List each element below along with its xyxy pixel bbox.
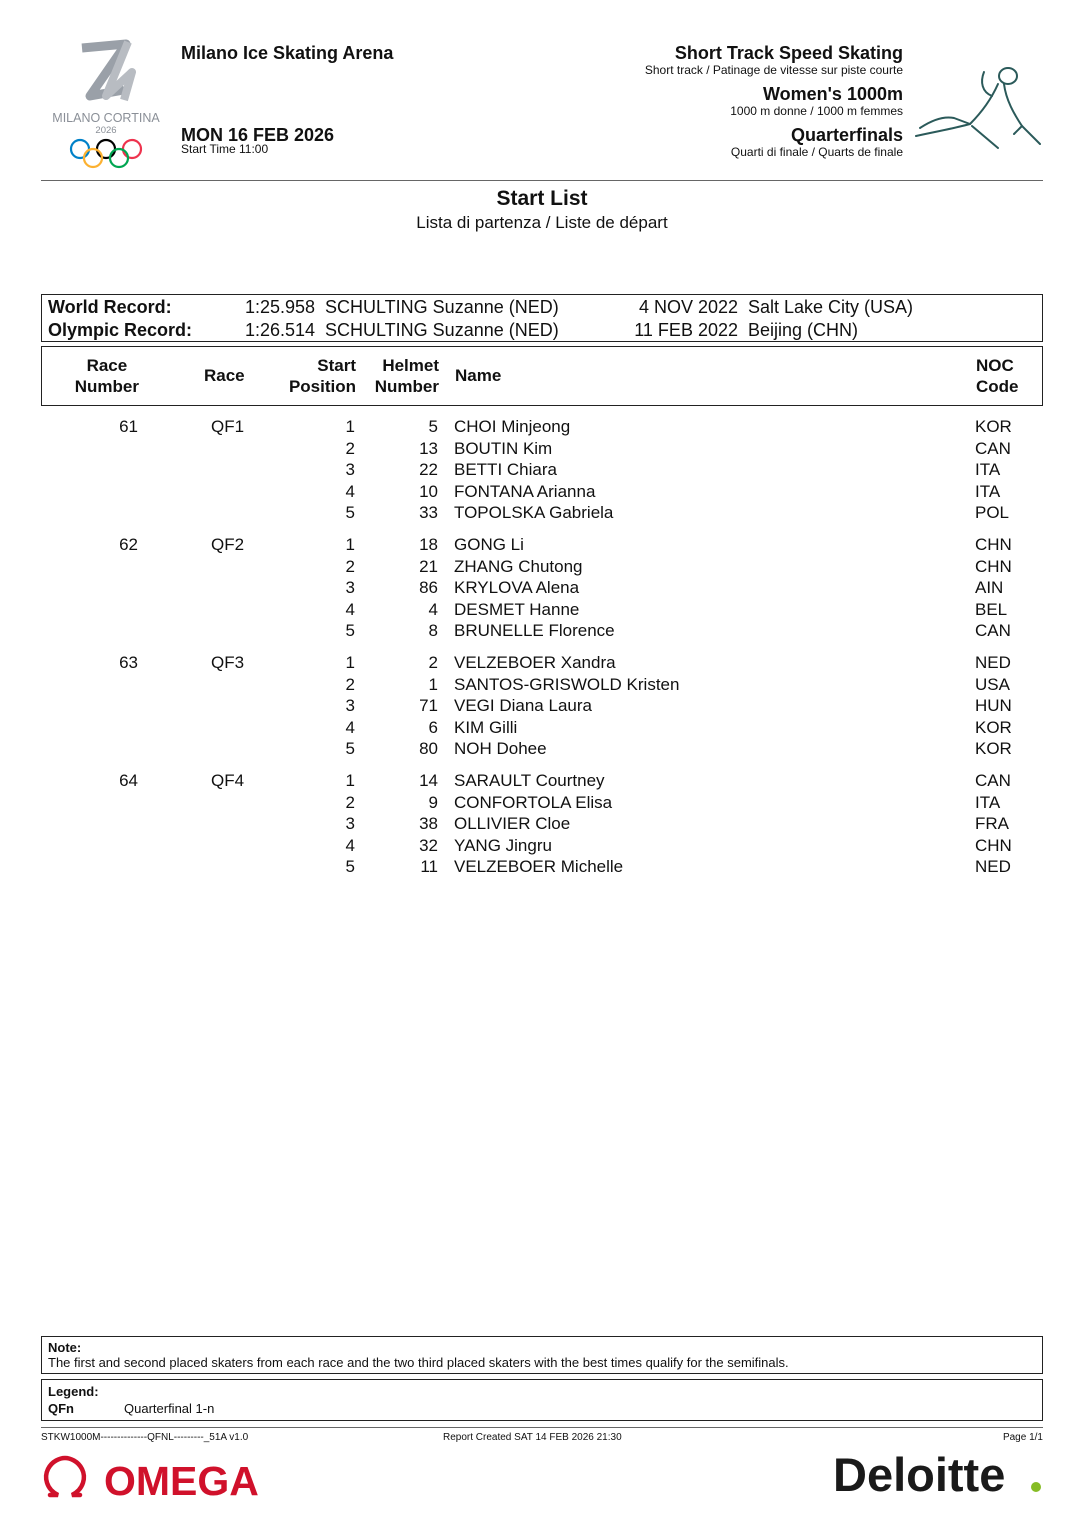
noc-code: CAN bbox=[975, 771, 1011, 790]
skater-name: OLLIVIER Cloe bbox=[454, 814, 571, 834]
legend-box bbox=[41, 1379, 1043, 1421]
start-position: 5 bbox=[345, 857, 355, 877]
helmet-number: 11 bbox=[420, 857, 438, 877]
record-holder: SCHULTING Suzanne (NED) bbox=[325, 320, 559, 340]
noc-code: CHN bbox=[975, 556, 1012, 576]
skater-name: VELZEBOER Xandra bbox=[454, 653, 616, 672]
document-subtitle: Lista di partenza / Liste de départ bbox=[416, 213, 668, 232]
start-position: 5 bbox=[345, 739, 355, 759]
start-position: 5 bbox=[345, 621, 355, 641]
report-created: Report Created SAT 14 FEB 2026 21:30 bbox=[443, 1432, 622, 1443]
start-position: 1 bbox=[345, 653, 355, 672]
skater-name: ZHANG Chutong bbox=[454, 556, 583, 576]
helmet-number: 22 bbox=[419, 460, 438, 480]
noc-code: CAN bbox=[975, 621, 1011, 641]
footer-divider bbox=[41, 1427, 1043, 1428]
record-label: World Record: bbox=[48, 297, 172, 317]
race-code: QF1 bbox=[211, 417, 245, 436]
noc-code: POL bbox=[975, 503, 1010, 523]
event-title: Women's 1000m bbox=[762, 84, 903, 104]
col-race: Race bbox=[204, 366, 245, 385]
table-row bbox=[41, 503, 1041, 525]
table-row bbox=[41, 653, 1041, 675]
record-date: 4 NOV 2022 bbox=[638, 297, 738, 317]
start-position: 4 bbox=[345, 599, 355, 619]
legend-label: Legend: bbox=[48, 1384, 99, 1399]
table-row bbox=[41, 836, 1041, 858]
noc-code: NED bbox=[975, 857, 1011, 877]
helmet-number: 86 bbox=[419, 578, 438, 598]
logo-text: MILANO CORTINA bbox=[52, 111, 160, 125]
skater-name: KIM Gilli bbox=[454, 717, 518, 737]
noc-code: HUN bbox=[975, 696, 1012, 716]
helmet-number: 9 bbox=[428, 792, 438, 812]
noc-code: KOR bbox=[975, 717, 1012, 737]
helmet-number: 14 bbox=[419, 771, 438, 790]
race-number: 64 bbox=[119, 771, 138, 790]
helmet-number: 71 bbox=[419, 696, 438, 716]
start-position: 3 bbox=[345, 814, 355, 834]
skater-name: BETTI Chiara bbox=[454, 460, 557, 480]
note-label: Note: bbox=[48, 1340, 82, 1355]
table-row bbox=[41, 718, 1041, 740]
note-text: The first and second placed skaters from each race and the two third placed skaters with the best times qualify for the semifinals. bbox=[48, 1355, 789, 1370]
start-position: 4 bbox=[345, 481, 355, 501]
helmet-number: 5 bbox=[428, 417, 438, 436]
start-position: 4 bbox=[345, 717, 355, 737]
legend-code: QFn bbox=[48, 1401, 74, 1416]
noc-code: CHN bbox=[975, 835, 1012, 855]
start-position: 1 bbox=[345, 771, 355, 790]
skater-name: SARAULT Courtney bbox=[454, 771, 605, 790]
records-box bbox=[41, 294, 1043, 342]
skater-name: KRYLOVA Alena bbox=[454, 578, 580, 598]
col-name: Name bbox=[455, 366, 502, 385]
skater-name: GONG Li bbox=[454, 535, 524, 554]
noc-code: FRA bbox=[975, 814, 1009, 834]
noc-code: USA bbox=[975, 674, 1010, 694]
helmet-number: 21 bbox=[419, 556, 438, 576]
table-row bbox=[41, 814, 1041, 836]
omega-wordmark: OMEGA bbox=[104, 1458, 259, 1499]
deloitte-wordmark: Deloitte bbox=[833, 1448, 1006, 1501]
event-subtitle: 1000 m donne / 1000 m femmes bbox=[730, 104, 903, 118]
table-header bbox=[41, 346, 1043, 406]
skater-name: TOPOLSKA Gabriela bbox=[454, 503, 614, 523]
helmet-number: 13 bbox=[419, 438, 438, 458]
race-code: QF4 bbox=[211, 771, 245, 790]
header-divider bbox=[41, 180, 1043, 181]
noc-code: ITA bbox=[975, 460, 1001, 480]
start-position: 3 bbox=[345, 460, 355, 480]
olympic-rings-icon bbox=[71, 140, 141, 167]
record-place: Beijing (CHN) bbox=[748, 320, 859, 340]
page-number: Page 1/1 bbox=[1002, 1432, 1043, 1443]
table-row bbox=[41, 417, 1041, 439]
noc-code: ITA bbox=[975, 481, 1001, 501]
sport-title: Short Track Speed Skating bbox=[674, 43, 903, 63]
start-position: 5 bbox=[345, 503, 355, 523]
record-place: Salt Lake City (USA) bbox=[748, 297, 914, 317]
noc-code: NED bbox=[975, 653, 1011, 672]
table-row bbox=[41, 739, 1041, 761]
noc-code: ITA bbox=[975, 792, 1001, 812]
race-number: 63 bbox=[119, 653, 138, 672]
helmet-number: 6 bbox=[428, 717, 438, 737]
sport-subtitle: Short track / Patinage de vitesse sur piste courte bbox=[644, 63, 903, 77]
col-race-number: Race Number bbox=[74, 356, 139, 396]
helmet-number: 4 bbox=[428, 599, 438, 619]
omega-symbol-icon bbox=[46, 1458, 84, 1495]
col-noc-code: NOC Code bbox=[976, 356, 1019, 396]
helmet-number: 18 bbox=[419, 535, 438, 554]
helmet-number: 33 bbox=[419, 503, 438, 523]
legend-description: Quarterfinal 1-n bbox=[124, 1401, 215, 1416]
table-row bbox=[41, 621, 1041, 643]
start-time: Start Time 11:00 bbox=[181, 142, 269, 156]
race-code: QF2 bbox=[211, 535, 245, 554]
skater-name: YANG Jingru bbox=[454, 835, 552, 855]
helmet-number: 32 bbox=[419, 835, 438, 855]
logo-year: 2026 bbox=[95, 125, 117, 136]
noc-code: KOR bbox=[975, 417, 1012, 436]
phase-subtitle: Quarti di finale / Quarts de finale bbox=[730, 145, 903, 159]
table-row bbox=[41, 482, 1041, 504]
skater-name: BOUTIN Kim bbox=[454, 438, 553, 458]
race-number: 62 bbox=[119, 535, 138, 554]
record-time: 1:25.958 bbox=[245, 297, 316, 317]
noc-code: BEL bbox=[975, 599, 1008, 619]
noc-code: KOR bbox=[975, 739, 1012, 759]
noc-code: CAN bbox=[975, 438, 1011, 458]
helmet-number: 38 bbox=[419, 814, 438, 834]
table-row bbox=[41, 793, 1041, 815]
start-position: 3 bbox=[345, 696, 355, 716]
noc-code: AIN bbox=[975, 578, 1004, 598]
col-helmet-number: Helmet Number bbox=[374, 356, 439, 396]
record-time: 1:26.514 bbox=[245, 320, 316, 340]
deloitte-logo bbox=[833, 1447, 1048, 1503]
record-holder: SCHULTING Suzanne (NED) bbox=[325, 297, 559, 317]
skater-name: NOH Dohee bbox=[454, 739, 547, 759]
helmet-number: 1 bbox=[428, 674, 438, 694]
note-box bbox=[41, 1336, 1043, 1374]
start-position: 4 bbox=[345, 835, 355, 855]
report-code: STKW1000M--------------QFNL---------_51A v1.0 bbox=[41, 1432, 249, 1443]
skater-pictogram-icon bbox=[910, 62, 1045, 152]
table-row bbox=[41, 771, 1041, 793]
skater-name: VEGI Diana Laura bbox=[454, 696, 592, 716]
helmet-number: 10 bbox=[419, 481, 438, 501]
start-position: 2 bbox=[345, 792, 355, 812]
helmet-number: 80 bbox=[419, 739, 438, 759]
table-row bbox=[41, 578, 1041, 600]
start-position: 1 bbox=[345, 417, 355, 436]
table-row bbox=[41, 857, 1041, 879]
noc-code: CHN bbox=[975, 535, 1012, 554]
table-row bbox=[41, 557, 1041, 579]
phase-title: Quarterfinals bbox=[790, 125, 903, 145]
skater-name: CHOI Minjeong bbox=[454, 417, 571, 436]
table-row bbox=[41, 675, 1041, 697]
skater-name: BRUNELLE Florence bbox=[454, 621, 615, 641]
col-start-position: Start Position bbox=[288, 356, 356, 396]
table-row bbox=[41, 535, 1041, 557]
skater-name: VELZEBOER Michelle bbox=[454, 857, 624, 877]
venue-name: Milano Ice Skating Arena bbox=[181, 43, 394, 63]
skater-name: FONTANA Arianna bbox=[454, 481, 596, 501]
skater-name: CONFORTOLA Elisa bbox=[454, 792, 613, 812]
table-row bbox=[41, 696, 1041, 718]
omega-logo bbox=[40, 1455, 280, 1499]
document-title: Start List bbox=[496, 187, 588, 210]
olympic-record-row bbox=[42, 318, 1042, 341]
skater-name: SANTOS-GRISWOLD Kristen bbox=[454, 674, 680, 694]
record-label: Olympic Record: bbox=[48, 320, 193, 340]
race-number: 61 bbox=[119, 417, 138, 436]
table-row bbox=[41, 600, 1041, 622]
world-record-row bbox=[42, 295, 1042, 318]
deloitte-dot-icon bbox=[1031, 1482, 1041, 1492]
helmet-number: 2 bbox=[428, 653, 438, 672]
table-row bbox=[41, 439, 1041, 461]
start-position: 2 bbox=[345, 674, 355, 694]
start-position: 1 bbox=[345, 535, 355, 554]
start-position: 3 bbox=[345, 578, 355, 598]
skater-name: DESMET Hanne bbox=[454, 599, 580, 619]
record-date: 11 FEB 2022 bbox=[634, 320, 738, 340]
start-position: 2 bbox=[345, 556, 355, 576]
table-row bbox=[41, 460, 1041, 482]
race-code: QF3 bbox=[211, 653, 245, 672]
start-position: 2 bbox=[345, 438, 355, 458]
milano-cortina-logo bbox=[44, 38, 168, 174]
event-date: MON 16 FEB 2026 bbox=[181, 125, 335, 145]
helmet-number: 8 bbox=[428, 621, 438, 641]
